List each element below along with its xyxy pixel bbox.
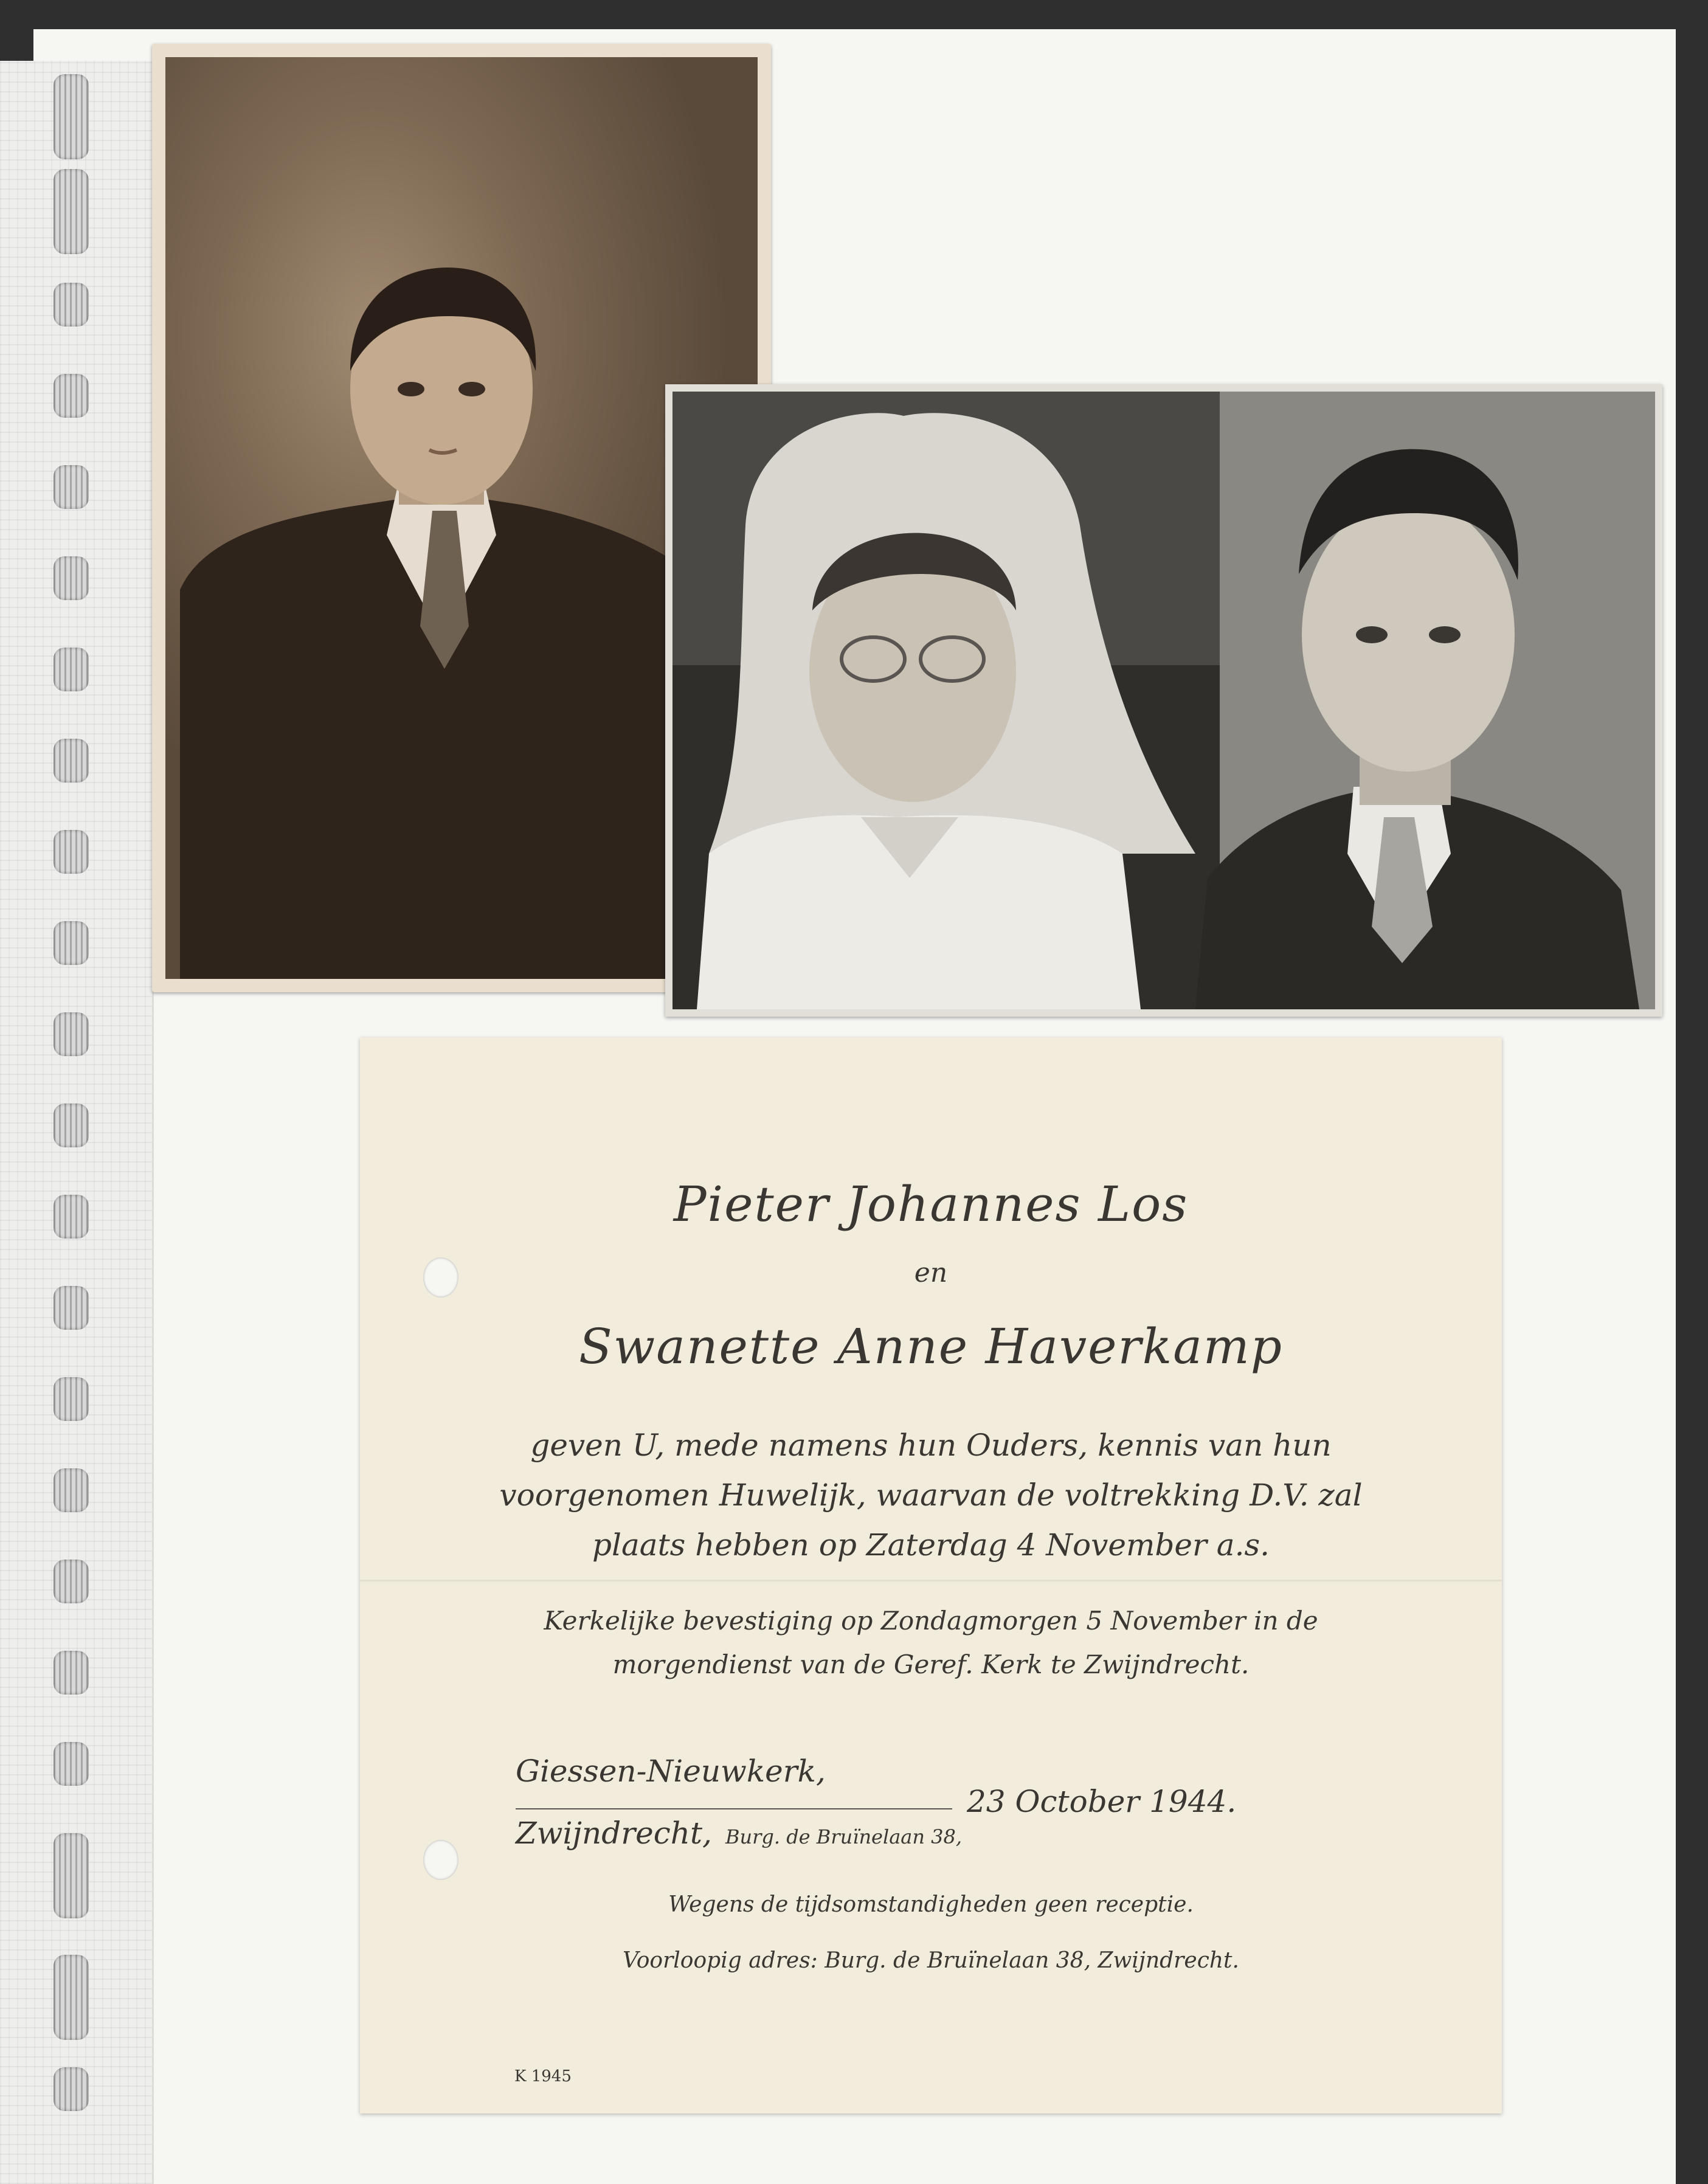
binder-hole: [54, 74, 89, 159]
card-fold-line: [360, 1580, 1502, 1581]
binder-hole: [54, 374, 89, 418]
place-zwijndrecht: Zwijndrecht,: [516, 1816, 712, 1851]
announcement-line: voorgenomen Huwelijk, waarvan de voltrekking D.V. zal: [499, 1477, 1363, 1513]
binder-hole: [54, 830, 89, 874]
punch-hole: [423, 1840, 458, 1880]
conjunction: en: [914, 1257, 948, 1288]
binder-strip: [0, 61, 154, 2184]
binder-hole: [54, 465, 89, 509]
place-address: Burg. de Bruïnelaan 38,: [725, 1825, 963, 1848]
binder-hole: [54, 1742, 89, 1786]
place-divider: [516, 1808, 952, 1809]
binder-hole: [54, 1012, 89, 1056]
place-zwijndrecht-line: [516, 1816, 962, 1851]
reception-note: Wegens de tijdsomstandigheden geen receptie.: [668, 1892, 1194, 1917]
binder-hole: [54, 1286, 89, 1330]
binder-hole: [54, 1104, 89, 1147]
print-code: K 1945: [514, 2067, 572, 2086]
groom-name: Pieter Johannes Los: [673, 1176, 1189, 1232]
binder-hole: [54, 1833, 89, 1918]
binder-hole: [54, 1651, 89, 1695]
binder-hole: [54, 1955, 89, 2040]
photo-print: [672, 392, 1655, 1009]
binder-hole: [54, 1195, 89, 1239]
wedding-photo: [665, 384, 1662, 1017]
bride-name: Swanette Anne Haverkamp: [579, 1318, 1283, 1375]
announcement-date: 23 October 1944.: [967, 1784, 1237, 1819]
binder-hole: [54, 921, 89, 965]
binder-hole: [54, 169, 89, 254]
place-giessen: Giessen-Nieuwkerk,: [516, 1754, 826, 1789]
church-line: morgendienst van de Geref. Kerk te Zwijndrecht.: [612, 1650, 1250, 1679]
binder-hole: [54, 556, 89, 600]
temporary-address-note: Voorloopig adres: Burg. de Bruïnelaan 38, Zwijndrecht.: [623, 1948, 1239, 1973]
announcement-line: plaats hebben op Zaterdag 4 November a.s.: [592, 1527, 1270, 1563]
binder-hole: [54, 1468, 89, 1512]
wedding-announcement-card: [360, 1037, 1502, 2113]
announcement-line: geven U, mede namens hun Ouders, kennis van hun: [530, 1428, 1332, 1463]
binder-hole: [54, 1377, 89, 1421]
wedding-couple: [672, 392, 1655, 1009]
binder-hole: [54, 2067, 89, 2111]
binder-hole: [54, 283, 89, 327]
binder-hole: [54, 648, 89, 691]
binder-hole: [54, 739, 89, 783]
church-line: Kerkelijke bevestiging op Zondagmorgen 5 November in de: [544, 1606, 1318, 1636]
binder-hole: [54, 1560, 89, 1603]
portrait-figure: [180, 249, 727, 979]
